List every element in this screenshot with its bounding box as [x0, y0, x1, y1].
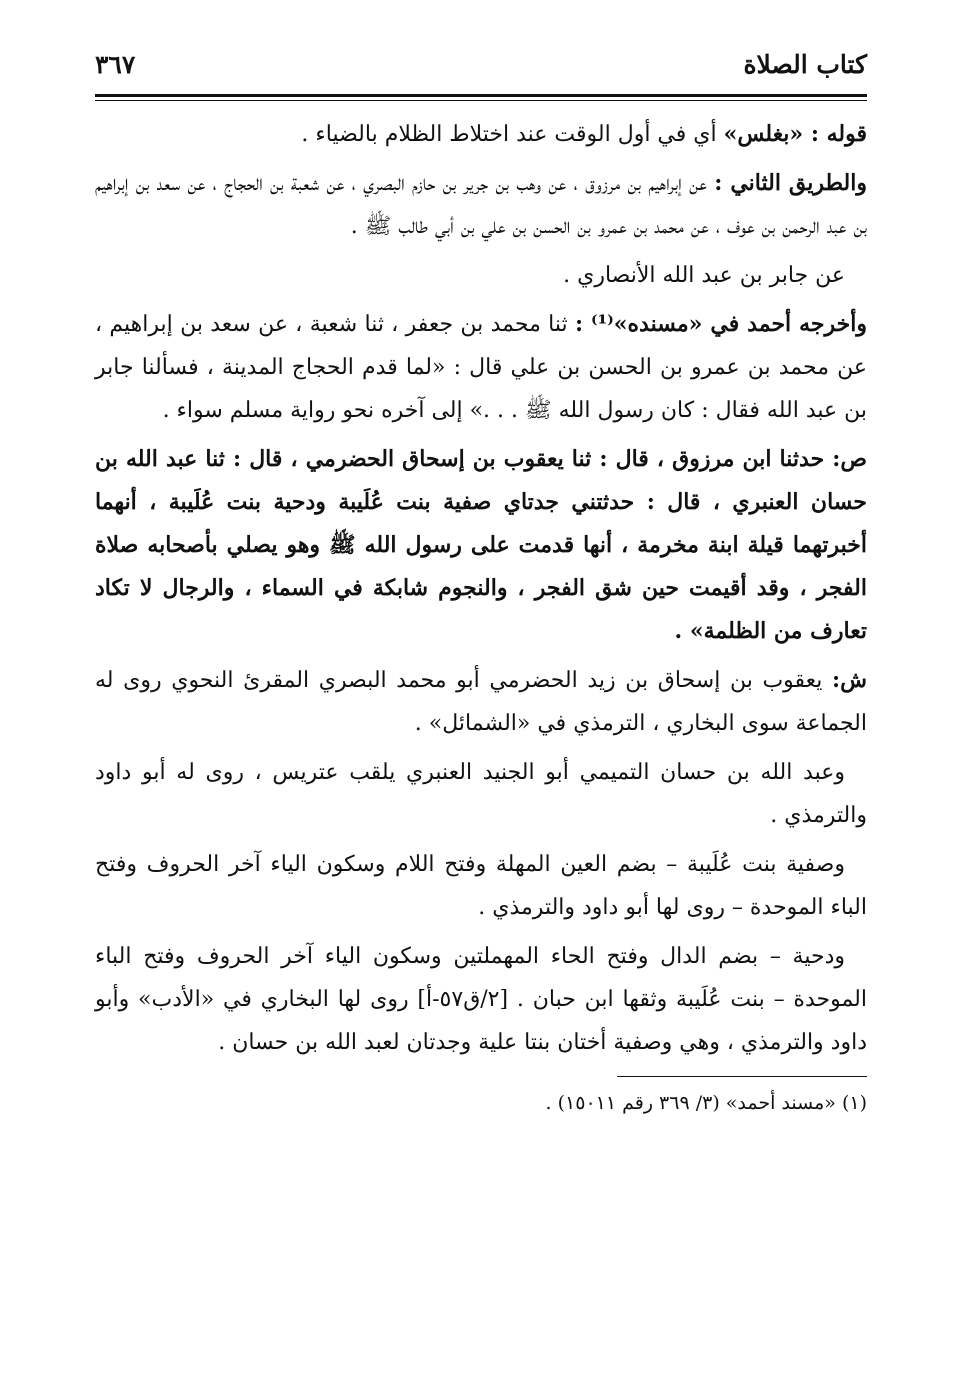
paragraph-7	[95, 751, 867, 837]
paragraph-lead: ص:	[832, 446, 867, 472]
paragraph-1	[95, 113, 867, 156]
paragraph-4	[95, 303, 867, 432]
book-title: كتاب الصلاة	[743, 50, 867, 79]
page-number: ٣٦٧	[95, 50, 136, 79]
paragraph-text: ثنا محمد بن جعفر ، ثنا شعبة ، عن سعد بن إبراهيم ، عن محمد بن عمرو بن الحسن بن علي قال : «لما قدم الحجاج المدينة ، فسألنا جابر بن عبد الله فقال : كان رسول الله ﷺ . . .» إلى آخره نحو رواية مسلم سواء .	[95, 312, 867, 423]
paragraph-lead: قوله : «بغلس»	[723, 121, 867, 147]
header-rule-thin	[95, 100, 867, 101]
footnote-rule	[617, 1076, 867, 1077]
header-rule-thick	[95, 94, 867, 97]
paragraph-text: عن إبراهيم بن مرزوق ، عن وهب بن جرير بن حازم البصري ، عن شعبة بن الحجاج ، عن سعد بن إبراهيم بن عبد الرحمن بن عوف ، عن محمد بن عمرو بن الحسن بن علي بن أبي طالب ﷺ .	[95, 171, 867, 239]
paragraph-text: عن جابر بن عبد الله الأنصاري .	[563, 263, 845, 288]
paragraph-lead: ش:	[832, 667, 867, 693]
paragraph-text: حدثنا ابن مرزوق ، قال : ثنا يعقوب بن إسحاق الحضرمي ، قال : ثنا عبد الله بن حسان العنبري ، قال : حدثتني جدتاي صفية بنت عُلَيبة ودحية بنت عُلَيبة ، أنهما أخبرتهما قيلة ابنة مخرمة ، أنها قدمت على رسول الله ﷺ وهو يصلي بأصحابه صلاة الفجر ، وقد أقيمت حين شق الفجر ، والنجوم شابكة في السماء ، والرجال لا تكاد تعارف من الظلمة» .	[95, 446, 867, 644]
running-header	[95, 50, 867, 94]
paragraph-9	[95, 935, 867, 1064]
paragraph-text: أي في أول الوقت عند اختلاط الظلام بالضياء .	[301, 122, 724, 147]
paragraph-3	[95, 254, 867, 297]
paragraph-5-hadith	[95, 438, 867, 653]
document-page	[95, 50, 867, 1119]
paragraph-8	[95, 843, 867, 929]
paragraph-lead: والطريق الثاني :	[714, 170, 867, 196]
paragraph-text: ودحية – بضم الدال وفتح الحاء المهملتين وسكون الياء آخر الحروف وفتح الباء الموحدة – بنت عُلَيبة وثقها ابن حبان . [٢/ق٥٧-أ] روى لها البخاري في «الأدب» وأبو داود والترمذي ، وهي وصفية أختان بنتا علية وجدتان لعبد الله بن حسان .	[95, 944, 867, 1055]
footnote: (١) «مسند أحمد» (٣/ ٣٦٩ رقم ١٥٠١١) .	[545, 1092, 867, 1114]
paragraph-text: وعبد الله بن حسان التميمي أبو الجنيد العنبري يلقب عتريس ، روى له أبو داود والترمذي .	[95, 760, 867, 828]
paragraph-6	[95, 659, 867, 745]
paragraph-text: يعقوب بن إسحاق بن زيد الحضرمي أبو محمد البصري المقرئ النحوي روى له الجماعة سوى البخاري ، الترمذي في «الشمائل» .	[95, 668, 867, 736]
paragraph-text: وصفية بنت عُلَيبة – بضم العين المهلة وفتح اللام وسكون الياء آخر الحروف وفتح الباء الموحدة – روى لها أبو داود والترمذي .	[95, 852, 867, 920]
paragraph-lead: وأخرجه أحمد في «مسنده»⁽¹⁾ :	[574, 311, 867, 337]
paragraph-2	[95, 162, 867, 248]
